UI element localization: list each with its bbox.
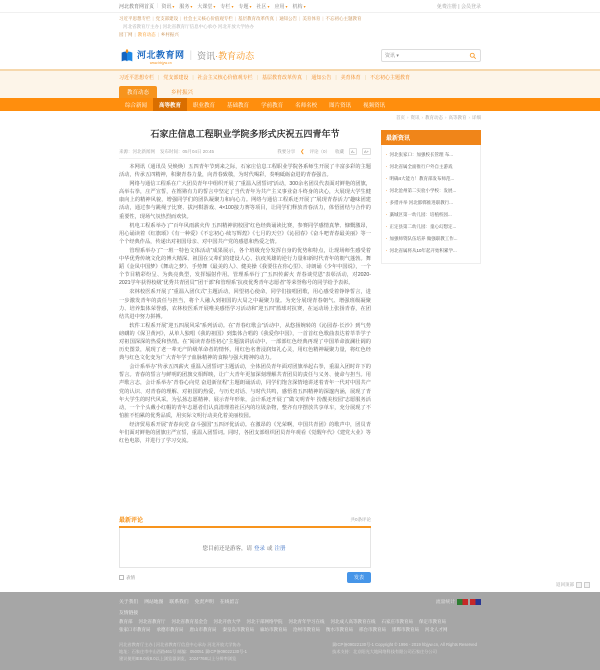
category-bar-item[interactable]: 图片资讯	[329, 102, 352, 109]
sidebar-news-item[interactable]: · 河北张家口：加强校长管理 布...	[386, 149, 476, 161]
friend-link[interactable]: 河北干部网络学院	[246, 619, 283, 624]
section-title	[197, 49, 254, 62]
footer-link[interactable]: 关于我们	[119, 600, 139, 605]
topbar-menus	[161, 3, 310, 10]
header	[0, 42, 600, 69]
subbar-link-xiangcunzhenxing[interactable]: 乡村振兴	[160, 32, 179, 37]
chevron-down-icon: ▾	[172, 3, 175, 9]
tab-education-news[interactable]: 教育动态	[119, 86, 157, 98]
sidebar-news-item[interactable]: · 藁城区第一幼儿园：培植校园...	[386, 209, 476, 221]
back-to-top-label: 返回顶部	[556, 582, 574, 587]
friend-link[interactable]: 廊坊市教育局	[260, 627, 287, 632]
friend-link[interactable]: 衡水市教育局	[326, 627, 353, 632]
topbar-right-divider: |	[458, 3, 460, 10]
topbar-menu-item[interactable]	[161, 3, 174, 10]
emoticon-label[interactable]: 表情	[126, 574, 135, 580]
back-to-top[interactable]	[556, 582, 590, 588]
article-paragraph: 网络与通信工程系在广大团员青年中组织开展了“重温入团誓词”活动，300余名团员代表面对鲜艳的团旗，高举右拳，庄严宣誓，在铿锵有力的誓言中坚定了当代青年为共产主义事业奋斗终身的决心，大展现大学生健康向上的精神风貌，增强同学们的团队凝聚力和向心力。网络与通信工程系还开展了“展现青春活力”趣味团建活动，通过参与跳绳子比赛、拔河棋游戏、4×100接力赛等项目，让同学们释放青春活力，体悟团结与合作的重要性，现场气氛热烈而欢快。	[119, 181, 371, 220]
friend-link[interactable]: 唐山市教育局	[189, 627, 217, 632]
breadcrumb-item[interactable]: 详细	[472, 114, 481, 120]
site-logo[interactable]	[119, 46, 185, 66]
breadcrumb-item[interactable]: 高等教育 ›	[449, 115, 473, 121]
favorite-button[interactable]: 收藏	[334, 148, 344, 154]
footer	[0, 592, 600, 670]
sidebar-news-item[interactable]: · 明确4大能力！教育部发布师范...	[386, 173, 476, 185]
search-category-dropdown[interactable]: 资讯 ▾	[385, 53, 399, 59]
topbar-menu-item[interactable]	[220, 3, 233, 10]
friend-link[interactable]: 河北青年学习在线	[288, 619, 325, 624]
topbar-menu-label: 应用	[274, 3, 285, 10]
share-icon[interactable]: ❮	[300, 148, 305, 155]
friend-link[interactable]: 石家庄市教育局	[381, 619, 413, 624]
topbar-menu-item[interactable]	[293, 3, 306, 10]
category-bar-item[interactable]: 学前教育	[261, 102, 284, 109]
chevron-down-icon: ▾	[267, 3, 270, 9]
chevron-down-icon: ▾	[190, 3, 193, 9]
topbar	[0, 0, 600, 13]
article-paragraph: 软件工程系开展“迎五四展风采”系列活动。在“青春红歌会”活动中，从悠扬婉转的《沁园春·长沙》到气势磅礴的《保卫黄河》，从单人独唱《我的祖国》到集体合唱的《我爱你中国》，一首首红色歌曲表达着莘莘学子对祖国深深的热爱和热情。在“阅读青春悟初心”主题演讲活动中，一部部红色经典再现了中国革命波澜壮阔的历史图景，展现了老一辈无产阶级革命者的情怀，用红色名著浸润知礼心灵，用红色精神凝聚力量，将红色经典与红色文化变为广大青年学子血脉精神的食粮与强大精神的动力。	[119, 322, 371, 362]
chevron-down-icon: ▾	[249, 3, 252, 9]
nav-link[interactable]: 社会主义核心价值观专栏 |	[198, 74, 258, 81]
nav-link[interactable]: 习近平思想专栏 |	[119, 74, 159, 81]
search-input[interactable]	[399, 53, 469, 59]
subbar-host-text: 河北省教育厅主办 | 河北省教育厅信息中心承办 河北开放大学协办	[123, 24, 254, 29]
footer-link[interactable]: 网站地图	[144, 600, 164, 605]
topbar-home-link[interactable]: 河北教育网首页	[119, 3, 155, 10]
nav-link[interactable]: 通知公告 |	[311, 74, 336, 81]
category-bar	[0, 98, 600, 111]
friend-link[interactable]: 保定市教育局	[419, 619, 446, 624]
latest-news-sidebar	[381, 130, 481, 264]
friend-link[interactable]: 沧州市教育局	[293, 627, 320, 632]
article-paragraph: 经济贸易系开展“青春向党 奋斗强国”五四评优活动。在激昂的《光荣啊，中国共青团》的歌声中，团员青年们面对鲜艳的团旗庄严宣誓，重温入团誓词。同时，各团支部组织团员青年观看《觉醒年代》《建党大业》等红色电影，并进行了学习交流。	[119, 421, 371, 445]
sidebar-title: 最新资讯	[381, 130, 481, 145]
friend-links-label: 友情链接	[119, 611, 139, 616]
comment-login-link[interactable]: 登录	[253, 545, 265, 552]
friend-link[interactable]: 河北成人高等教育在线	[330, 619, 376, 624]
chevron-down-icon: ▾	[285, 3, 288, 9]
article-paragraph: 机电工程系举办了“百年风雨薪火传 五四精神润校园”红色经典诵读比赛，参赛同学感情真挚、慷慨激昂，用心诵读着《红旗颂》《有一种爱》《不忘初心·续写辉煌》《七月的天空》《沁园春》《奋斗吧青春最美丽》等一个个经典作品，传递出对祖国母亲、对中国共产党的感恩和热爱之情。	[119, 222, 371, 245]
article-meta	[119, 145, 371, 159]
footer-info-line: 河北省教育厅主办 | 河北省教育厅信息中心承办 河北开放大学协办	[119, 642, 241, 647]
topbar-menu-item[interactable]	[275, 3, 288, 10]
nav-link[interactable]: 不忘初心主题教育	[369, 75, 410, 81]
login-link[interactable]: 会员登录	[460, 3, 481, 10]
sidebar-news-item[interactable]: · 加强师资队伍培养 做强职教工作...	[386, 233, 476, 245]
friend-link[interactable]: 秦皇岛市教育局	[222, 627, 254, 632]
topbar-menu-item[interactable]	[256, 3, 269, 10]
footer-info-right	[332, 641, 481, 662]
footer-link[interactable]: 联系我们	[169, 600, 189, 605]
nav-row1	[119, 71, 481, 84]
search-icon[interactable]	[469, 52, 477, 60]
topbar-menu-label: 服务	[179, 3, 190, 10]
nav-link[interactable]: 美育体育 |	[341, 74, 366, 81]
article-paragraph: 农林校医系开展了“重温入团仪式”主题活动，回望初心使命，同学们接唱团歌，用心感受着铮铮誓言，进一步激发青年的责任与担当，将个人融入到祖国的大局之中凝聚力量。为充分展现青春朝气、增强班级凝聚力、培养集体荣誉感，农林校医系开展唯美感悟学习活动和“迎五四”篮球对抗赛，在运动场上张扬青春，在团结共进中努力拼搏。	[119, 289, 371, 320]
sidebar-news-item[interactable]: · 多措并举 河北邯郸推进职教行...	[386, 197, 476, 209]
subbar-link[interactable]: 美育体育 |	[302, 15, 323, 23]
sidebar-news-item[interactable]: · 河北省属全面推行户外自主游戏	[386, 161, 476, 173]
guest-text: 您目前还是游客，请	[202, 545, 252, 552]
chevron-down-icon: ▾	[231, 3, 234, 9]
chevron-down-icon: ▾	[213, 3, 216, 9]
emoticon-checkbox[interactable]	[119, 575, 124, 580]
breadcrumb-item[interactable]: 首页 ›	[396, 115, 411, 121]
article-time: 发布时间：05月04日 20:45	[160, 148, 215, 154]
topbar-menu-item[interactable]	[197, 3, 215, 10]
search-box	[381, 49, 481, 62]
register-link[interactable]: 免费注册	[436, 3, 457, 10]
comment-register-link[interactable]: 注册	[274, 545, 286, 552]
comments-count: 共0条评论	[350, 516, 371, 522]
share-button[interactable]: 我要分享	[277, 148, 296, 154]
breadcrumb-item[interactable]: 资讯 ›	[411, 115, 426, 121]
nav-link[interactable]: 党支部建设 |	[163, 74, 193, 81]
breadcrumb	[119, 111, 481, 124]
comment-count-link[interactable]: 评论（0）	[309, 148, 330, 154]
breadcrumb-item[interactable]: 教育动态 ›	[425, 115, 449, 121]
topbar-menu-item[interactable]	[179, 3, 192, 10]
friend-link[interactable]: 河北开放大学	[213, 619, 241, 624]
sidebar-news-item[interactable]: · 河北沧州第二实验小学校：发展...	[386, 185, 476, 197]
widget-box-icon[interactable]	[584, 582, 590, 588]
sidebar-news-item[interactable]: · 正定县第二幼儿园：童心幻想定...	[386, 221, 476, 233]
friend-link[interactable]: 河北省教育厅	[138, 619, 166, 624]
friend-link[interactable]: 承德市教育局	[156, 627, 184, 632]
topbar-menu-label: 专题	[238, 3, 249, 10]
submit-comment-button[interactable]: 发表	[347, 572, 371, 583]
logo-book-icon	[119, 48, 135, 64]
footer-link[interactable]: 在线留言	[219, 600, 240, 605]
subbar-link[interactable]: 社会主义核心价值观专栏 |	[183, 15, 236, 23]
logo-url: www.hbjyw.cn	[149, 60, 172, 65]
subbar	[0, 13, 600, 42]
article-paragraph: 本网讯（通讯员 吴焕焕）五四青年节到来之际，石家庄信息工程职业学院各系师生开展了丰富多彩的主题活动，传承五四精神，积聚青春力量，向青春致敬，为时代喝彩，奏响砥砺奋进的青春强音。	[119, 164, 371, 179]
logo-text: 河北教育网	[137, 49, 185, 60]
subbar-link[interactable]: 党支部建设 |	[156, 15, 182, 23]
chevron-down-icon: ▾	[303, 3, 306, 9]
footer-info-left	[119, 641, 318, 662]
topbar-menu-item[interactable]	[238, 3, 251, 10]
article-paragraph: 会计系举办“传承五四薪火 重温入团誓词”主题活动，全体团员青年面对团旗举起右拳，重温入团时许下的誓言。青春的誓言与鲜明的团旗交相辉映，让广大青年更加深刻理解共青团员的责任与义务、使命与担当。用声歌言志，会计系举办“青春心向党 奋进新征程”主题朗诵活动，同学们饱含深情地讲述着青年一代对中国共产党的认识、对青春的理解、对祖国的热爱，与历史对话、与时代共鸣，感悟着五四精神的深邃内涵，展现了青年大学生的时代风采。为弘扬志愿精神、展示青年形象，会计系还开展了“做文明青年 扮靓美校园”志愿服务活动，一个个头戴小红帽的青年志愿者们认真清理着社区内的垃圾杂物，整齐有序摆放共享单车，充分展现了不怕脏不怕累的优秀品质，用实际文明行动美化着美丽校园。	[119, 364, 371, 419]
footer-info-line: 地址：石家庄市中山西路461号 邮编：050051 冀ICP备09022130号-1	[119, 649, 247, 654]
page-title: 石家庄信息工程职业学院多形式庆祝五四青年节	[150, 129, 340, 139]
article-paragraph: 管理系举办了“一班一特色文体活动”成果展示，各个班级充分发挥自身的优势和特点，让现场师生感受着中华优秀传统文化的博大精深、祖国在父辈们的建设人心、抗疫英雄的逆行力量和新时代青年的朝气蓬勃。舞蹈《金凤中国梦》《舞动之梦》、手势舞《最美的人》、健美操《我要住在你心里》、诗朗诵《少年中国说》，一个个节目精彩纷呈、为典亮典型，发挥辐射作用。管理系举行了“五四传薪火 青春谈党恩”表彰活动，对2020-2021学年获得校级“优秀共青团员”“团干部”和管理系“抗疫优秀青年志愿者”等荣誉称号的同学给予表彰。	[119, 247, 371, 287]
tab-rural-revitalization[interactable]: 乡村振兴	[171, 90, 194, 96]
category-bar-item[interactable]: 职业教育	[193, 102, 216, 109]
article-body	[119, 159, 371, 505]
friend-link[interactable]: 教育部	[119, 619, 133, 624]
stats-badge-icon	[457, 599, 468, 605]
topbar-menu-label: 资讯	[161, 3, 172, 10]
section-prefix: 资讯	[197, 51, 216, 61]
footer-info-line: 技术支持：北京阳光大地网络科技有限公司石家庄分公司	[332, 649, 437, 654]
category-bar-item[interactable]: 名师名校	[295, 102, 318, 109]
article	[119, 124, 371, 583]
font-larger-button[interactable]: A+	[363, 149, 369, 154]
nav-link[interactable]: 基层教育改革传真 |	[262, 74, 307, 81]
nav-area	[0, 69, 600, 98]
topbar-menu-label: 专栏	[220, 3, 231, 10]
stats-badge-icon	[470, 599, 481, 605]
friend-link[interactable]: 张家口市教育局	[119, 627, 151, 632]
font-smaller-button[interactable]: A-	[350, 149, 355, 154]
topbar-menu-label: 社区	[256, 3, 267, 10]
traffic-stats-link[interactable]: 流量统计	[435, 600, 455, 605]
friend-link[interactable]: 邯郸市教育局	[392, 627, 419, 632]
section-name: ·教育动态	[215, 51, 255, 61]
guest-notice	[119, 528, 371, 568]
friend-link[interactable]: 邢台市教育局	[359, 627, 386, 632]
subbar-link[interactable]: 习近平思想专栏 |	[119, 15, 154, 23]
sidebar-news-item[interactable]: · 河北省属将从10年起开始积累学...	[386, 245, 476, 257]
comment-section	[119, 515, 371, 583]
topbar-menu-label: 大课堂	[197, 3, 213, 10]
friend-link[interactable]: 河北人才网	[425, 627, 448, 632]
category-bar-item[interactable]: 高等教育	[153, 98, 187, 111]
subbar-link-jiaoyudongtai[interactable]: 教育动态 |	[138, 31, 159, 39]
subbar-link-yuandingwang[interactable]: 园丁网 |	[119, 31, 136, 39]
category-bar-item[interactable]: 基础教育	[227, 102, 250, 109]
subbar-link[interactable]: 基层教育改革传真 |	[238, 15, 277, 23]
footer-info-line: 冀ICP备09022130号-1 Copyright © 1996 - 2019 hbjyw.cn, All Rights Reserved	[332, 642, 477, 647]
widget-box-icon[interactable]	[576, 582, 582, 588]
subbar-link[interactable]: 不忘初心主题教育	[325, 16, 362, 21]
header-divider: |	[189, 50, 193, 61]
category-bar-item[interactable]: 综合新闻	[125, 102, 148, 109]
comments-title: 最新评论	[119, 518, 144, 524]
footer-link[interactable]: 免责声明	[194, 600, 214, 605]
subbar-line1	[119, 15, 364, 23]
topbar-menu-label: 机构	[292, 3, 303, 10]
category-bar-item[interactable]: 视频资讯	[363, 102, 386, 109]
guest-or: 或	[267, 545, 273, 552]
friend-link[interactable]: 河北省教育基金会	[171, 619, 208, 624]
article-source: 来源：河北新闻网	[119, 148, 155, 154]
footer-links	[119, 598, 245, 605]
topbar-divider: |	[157, 3, 159, 9]
subbar-link[interactable]: 通知公告 |	[279, 15, 300, 23]
footer-info-line: 建议使用IE8.0或8.0以上浏览器浏览，1024*768以上分辨率浏览	[119, 656, 237, 661]
